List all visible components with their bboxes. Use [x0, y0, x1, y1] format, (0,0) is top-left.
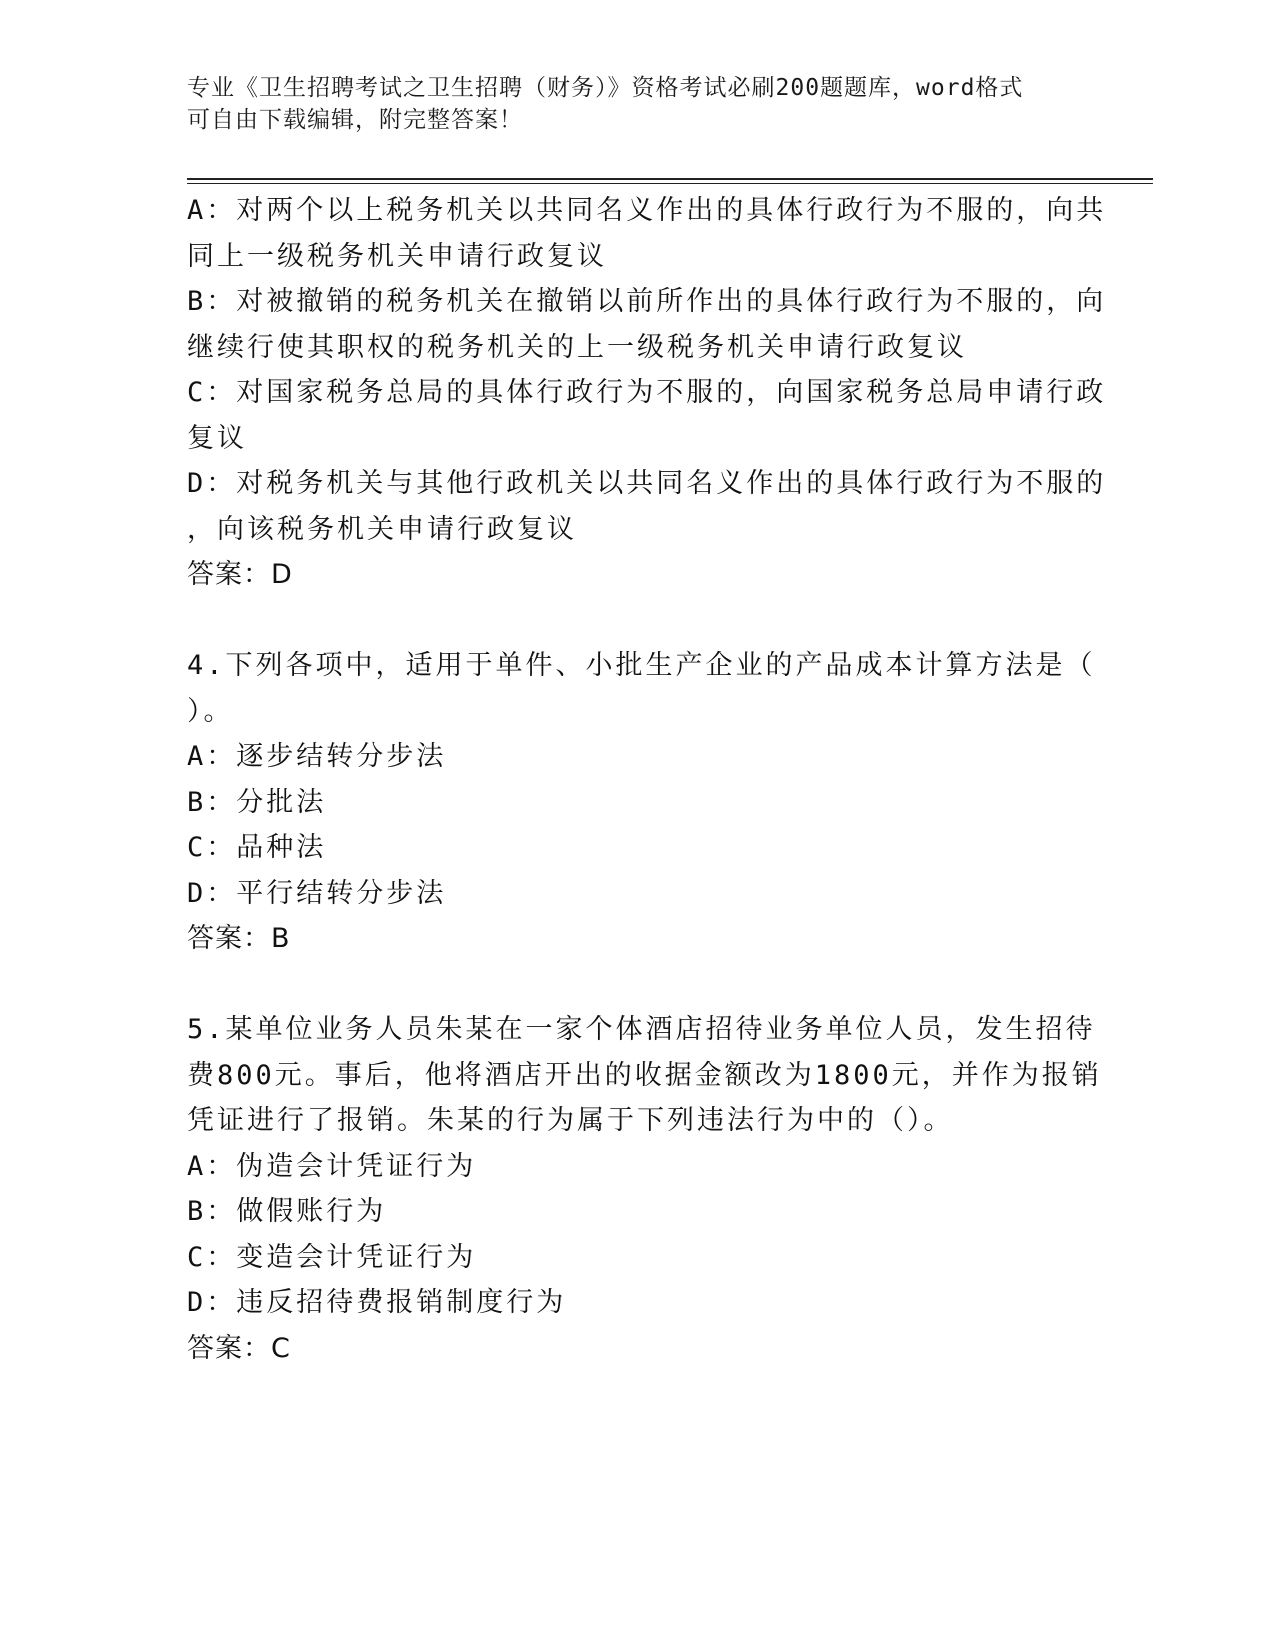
q3-option-a-line-1: A：对两个以上税务机关以共同名义作出的具体行政行为不服的，向共: [187, 195, 1107, 226]
q4-answer: 答案：B: [187, 923, 291, 954]
question-3: [187, 188, 1107, 598]
spacer: [187, 962, 1067, 1008]
q5-stem-line-2: 费800元。事后，他将酒店开出的收据金额改为1800元，并作为报销: [187, 1059, 1102, 1091]
q3-option-c-line-2: 复议: [187, 422, 247, 454]
q5-option-b: B：做假账行为: [187, 1196, 387, 1227]
q3-option-a-line-2: 同上一级税务机关申请行政复议: [187, 240, 607, 272]
q5-answer: 答案：C: [187, 1332, 291, 1364]
header-line-2: 可自由下载编辑，附完整答案！: [187, 107, 523, 133]
question-list: [187, 188, 1107, 1371]
q3-option-c-line-1: C：对国家税务总局的具体行政行为不服的，向国家税务总局申请行政: [187, 377, 1107, 408]
q5-stem-line-3: 凭证进行了报销。朱某的行为属于下列违法行为中的（）。: [187, 1105, 954, 1136]
q4-option-c: C：品种法: [187, 832, 327, 863]
q4-option-d: D：平行结转分步法: [187, 877, 447, 909]
q4-option-b: B：分批法: [187, 786, 327, 818]
q3-option-d-line-1: D：对税务机关与其他行政机关以共同名义作出的具体行政行为不服的: [187, 468, 1107, 499]
q4-stem-line-1: 4.下列各项中，适用于单件、小批生产企业的产品成本计算方法是（: [187, 650, 1096, 681]
header-divider-thin: [187, 183, 1153, 184]
q5-option-d: D：违反招待费报销制度行为: [187, 1287, 567, 1318]
q5-option-c: C：变造会计凭证行为: [187, 1241, 477, 1273]
q5-stem-line-1: 5.某单位业务人员朱某在一家个体酒店招待业务单位人员，发生招待: [187, 1014, 1096, 1045]
spacer: [187, 598, 1067, 644]
q3-option-b-line-1: B：对被撤销的税务机关在撤销以前所作出的具体行政行为不服的，向: [187, 286, 1107, 317]
q3-answer: 答案：D: [187, 559, 293, 590]
q3-option-d-line-2: ，向该税务机关申请行政复议: [187, 513, 577, 545]
q4-option-a: A：逐步结转分步法: [187, 741, 447, 772]
q3-option-b-line-2: 继续行使其职权的税务机关的上一级税务机关申请行政复议: [187, 331, 967, 363]
q4-stem-line-2: ）。: [187, 695, 234, 727]
document-header: [187, 72, 1087, 136]
q5-option-a: A：伪造会计凭证行为: [187, 1150, 477, 1182]
header-line-1: 专业《卫生招聘考试之卫生招聘（财务）》资格考试必刷200题题库，word格式: [187, 75, 1024, 101]
question-5: [187, 1007, 1102, 1371]
question-4: [187, 643, 1096, 962]
header-divider-thick: [187, 178, 1153, 180]
